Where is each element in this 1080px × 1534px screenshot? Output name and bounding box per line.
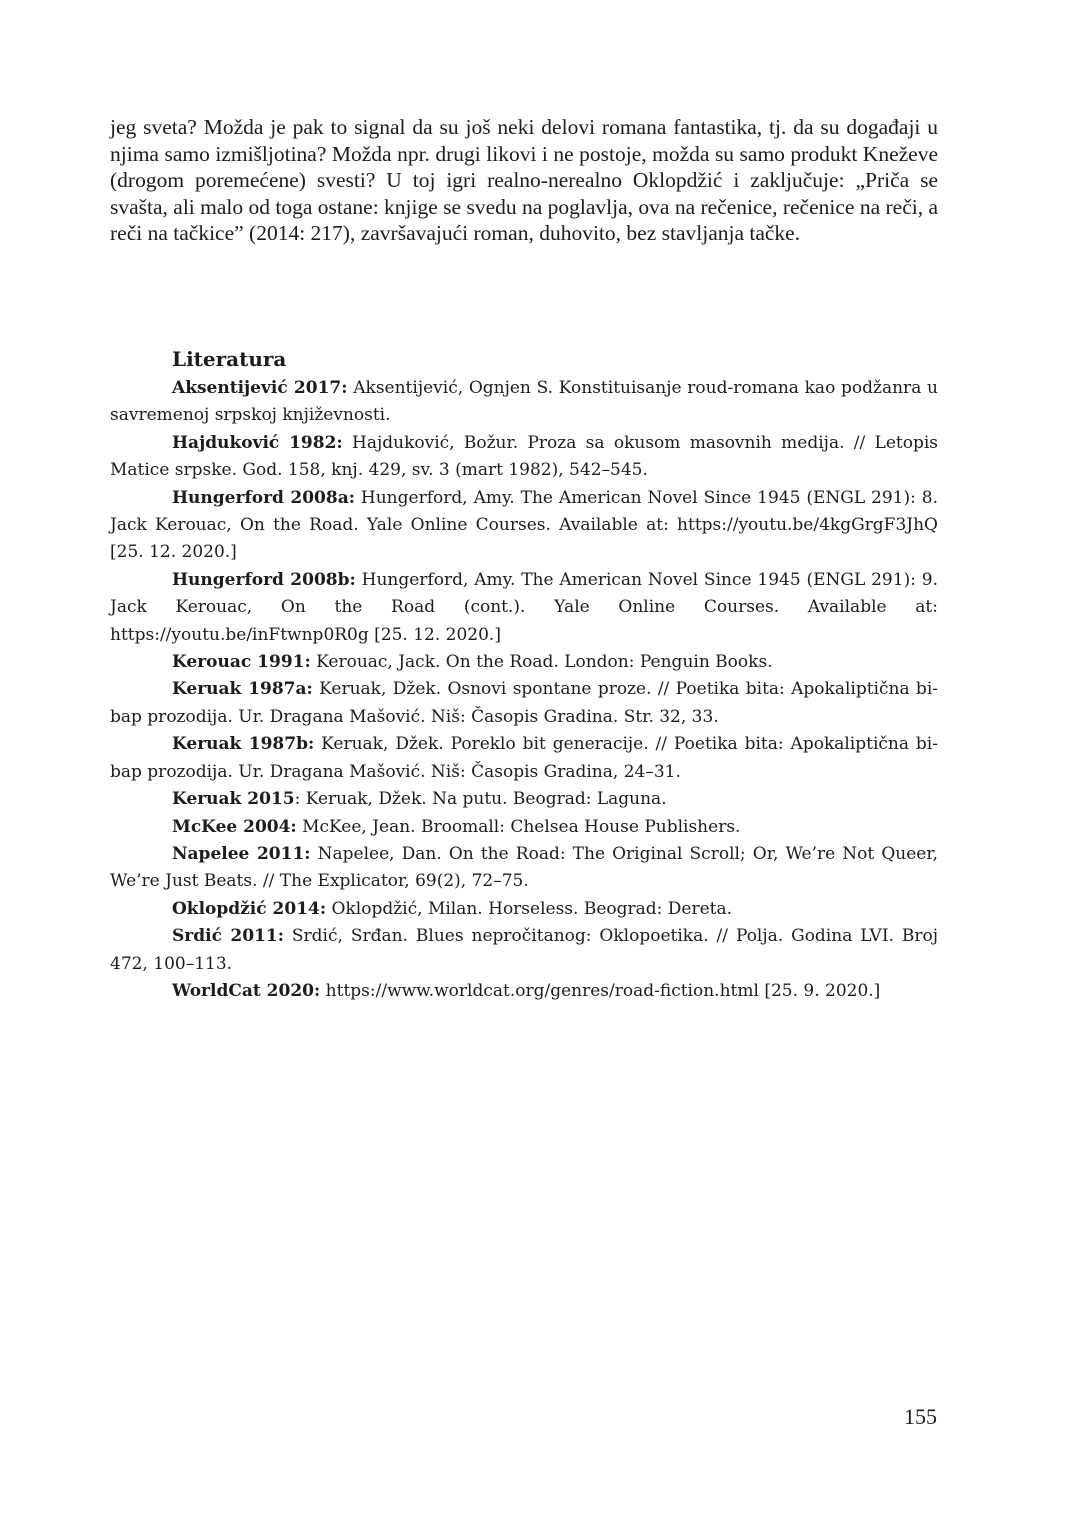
reference-text: Srdić, Srđan. Blues nepročitanog: Oklopoetika. // Polja. Godina LVI. Broj 472, 100–113. <box>110 926 938 974</box>
reference-list <box>110 375 938 1005</box>
reference-entry <box>110 786 938 813</box>
reference-entry <box>110 567 938 649</box>
reference-text: Aksentijević, Ognjen S. Konstituisanje roud-romana kao podžanra u savremenoj srpskoj književnosti. <box>110 378 938 426</box>
reference-key: Hungerford 2008b: <box>172 569 356 590</box>
reference-entry <box>110 841 938 896</box>
reference-entry <box>110 731 938 786</box>
reference-text: Oklopdžić, Milan. Horseless. Beograd: Dereta. <box>326 898 733 919</box>
reference-entry <box>110 375 938 430</box>
reference-entry <box>110 978 938 1005</box>
reference-entry <box>110 649 938 676</box>
reference-text: McKee, Jean. Broomall: Chelsea House Publishers. <box>296 816 741 837</box>
reference-key: Oklopdžić 2014: <box>172 898 327 919</box>
reference-text: : Keruak, Džek. Na putu. Beograd: Laguna. <box>294 789 667 810</box>
reference-key: Hungerford 2008a: <box>172 487 355 508</box>
reference-text: Hajduković, Božur. Proza sa okusom masovnih medija. // Letopis Matice srpske. God. 158, knj. 429, sv. 3 (mart 1982), 542–545. <box>110 432 939 481</box>
reference-text: https://www.worldcat.org/genres/road-fiction.html [25. 9. 2020.] <box>320 980 881 1001</box>
reference-text: Keruak, Džek. Osnovi spontane proze. // Poetika bita: Apokaliptična bi-bap prozodija. Ur. Dragana Mašović. Niš: Časopis Gradina. Str. 32, 33. <box>110 679 938 727</box>
reference-entry <box>110 896 938 923</box>
reference-entry <box>110 676 938 731</box>
body-paragraph: jeg sveta? Možda je pak to signal da su još neki delovi romana fantastika, tj. da su događaji u njima samo izmišljotina? Možda npr. drugi likovi i ne postoje, možda su samo produkt Kneževe (drogom poremećene) svesti? U toj igri realno-nerealno Oklopdžić i zaključuje: „Priča se svašta, ali malo od toga ostane: knjige se svedu na poglavlja, ova na rečenice, rečenice na reči, a reči na tačkice” (2014: 217), završavajući roman, duhovito, bez stavljanja tačke. <box>110 115 939 245</box>
reference-text: Hungerford, Amy. The American Novel Since 1945 (ENGL 291): 8. Jack Kerouac, On the Road. Yale Online Courses. Available at: https://youtu.be/4kgGrgF3JhQ [25. 12. 2020.] <box>110 487 938 563</box>
page-number: 155 <box>904 1404 937 1429</box>
reference-key: WorldCat 2020: <box>172 980 321 1001</box>
reference-key: Aksentijević 2017: <box>172 378 348 398</box>
reference-key: McKee 2004: <box>172 816 297 837</box>
reference-key: Keruak 1987a: <box>172 679 313 700</box>
reference-key: Keruak 2015 <box>172 789 295 810</box>
reference-key: Napelee 2011: <box>172 843 311 864</box>
reference-entry <box>110 814 938 841</box>
reference-key: Srdić 2011: <box>172 926 284 947</box>
reference-entry <box>110 485 938 567</box>
literatura-heading: Literatura <box>172 347 287 371</box>
reference-key: Kerouac 1991: <box>172 652 311 673</box>
reference-key: Keruak 1987b: <box>172 734 315 755</box>
reference-key: Hajduković 1982: <box>172 432 343 453</box>
reference-text: Keruak, Džek. Poreklo bit generacije. // Poetika bita: Apokaliptična bi-bap prozodija. Ur. Dragana Mašović. Niš: Časopis Gradina, 24–31. <box>110 734 938 782</box>
reference-text: Napelee, Dan. On the Road: The Original Scroll; Or, We’re Not Queer, We’re Just Beats. // The Explicator, 69(2), 72–75. <box>110 843 938 892</box>
reference-entry <box>110 923 938 978</box>
reference-entry <box>110 430 938 485</box>
reference-text: Kerouac, Jack. On the Road. London: Penguin Books. <box>310 652 773 673</box>
reference-text: Hungerford, Amy. The American Novel Since 1945 (ENGL 291): 9. Jack Kerouac, On the Road (cont.). Yale Online Courses. Available at: https://youtu.be/inFtwnp0R0g [25. 12. 2020.] <box>110 569 938 645</box>
